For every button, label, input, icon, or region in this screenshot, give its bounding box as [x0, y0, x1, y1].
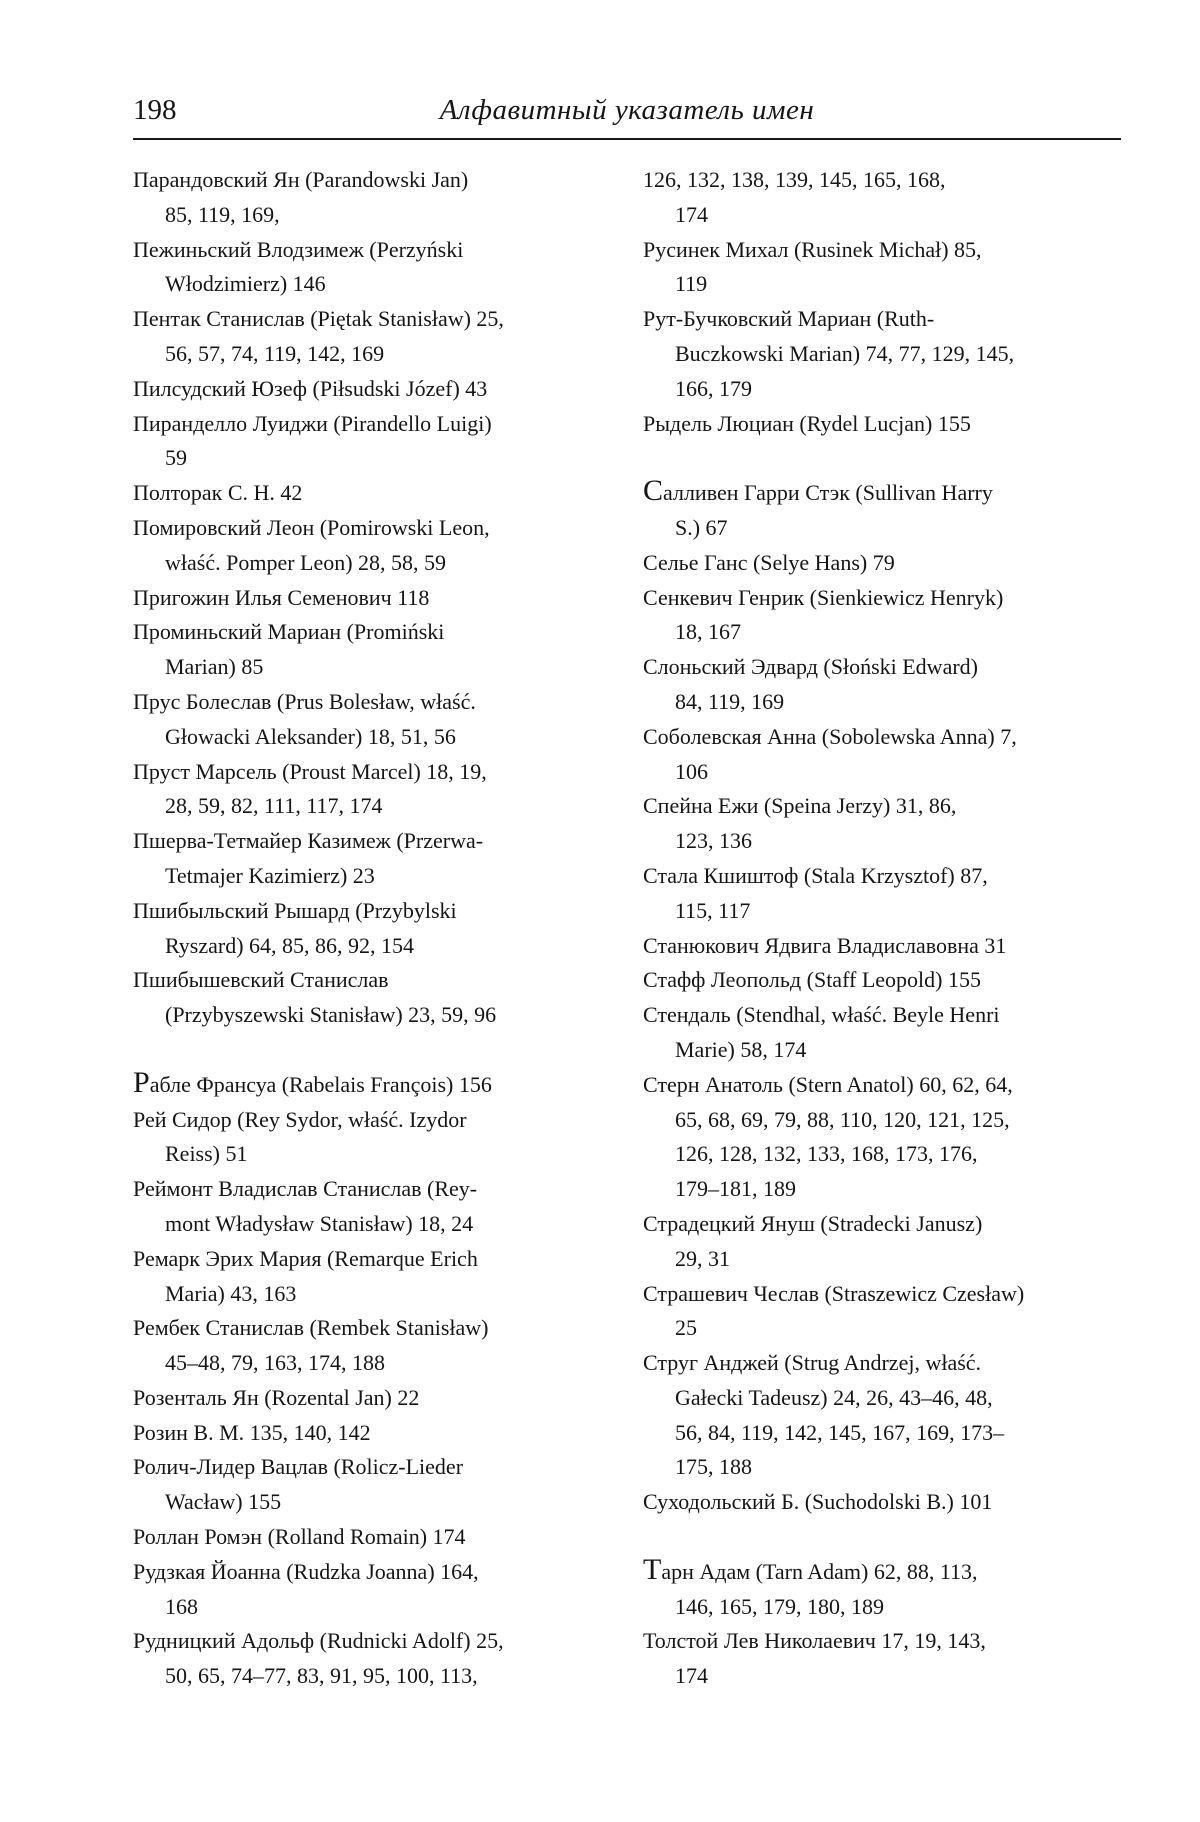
index-entry-line: 146, 165, 179, 180, 189	[675, 1593, 884, 1619]
index-entry	[643, 581, 1113, 651]
index-entry-line: 174	[675, 1663, 708, 1689]
index-entry	[133, 963, 603, 1033]
index-entry-line: 175, 188	[675, 1454, 752, 1480]
index-entry-line: Суходольский Б. (Suchodolski B.) 101	[643, 1489, 993, 1515]
index-entry-line: 126, 128, 132, 133, 168, 173, 176,	[675, 1141, 978, 1167]
index-entry	[643, 546, 1113, 581]
index-entry-line: Сенкевич Генрик (Sienkiewicz Henryk)	[643, 584, 1004, 610]
index-entry	[133, 407, 603, 477]
index-entry-line: Струг Анджей (Strug Andrzej, właść.	[643, 1350, 982, 1376]
index-entry-line: Страшевич Чеслав (Straszewicz Czesław)	[643, 1280, 1025, 1306]
index-entry-line: 168	[165, 1593, 198, 1619]
index-entry	[643, 929, 1113, 964]
index-entry-line: Пентак Станислав (Piętak Stanisław) 25,	[133, 306, 504, 332]
index-entry	[643, 1624, 1113, 1694]
index-entry	[133, 1172, 603, 1242]
index-entry-line: S.) 67	[675, 514, 728, 540]
index-entry-line: Спейна Ежи (Speina Jerzy) 31, 86,	[643, 793, 957, 819]
index-entry	[643, 859, 1113, 929]
index-entry	[643, 650, 1113, 720]
index-entry	[133, 302, 603, 372]
index-entry-line: Страдецкий Януш (Stradecki Janusz)	[643, 1210, 983, 1236]
index-entry-line: 115, 117	[675, 897, 751, 923]
letter-section-gap	[133, 1033, 603, 1068]
index-entry-line: Роллан Ромэн (Rolland Romain) 174	[133, 1524, 466, 1550]
index-entry-line: Помировский Леон (Pomirowski Leon,	[133, 514, 490, 540]
index-entry-line: Селье Ганс (Selye Hans) 79	[643, 549, 895, 575]
index-entry	[643, 1552, 1113, 1625]
index-entry	[133, 1381, 603, 1416]
index-entry-line: Пшибышевский Станислав	[133, 967, 389, 993]
index-entry-line: абле Франсуа (Rabelais François) 156	[149, 1071, 492, 1097]
index-entry-line: 56, 57, 74, 119, 142, 169	[165, 340, 385, 366]
index-entry-line: Рембек Станислав (Rembek Stanisław)	[133, 1315, 489, 1341]
index-entry	[643, 720, 1113, 790]
index-entry	[133, 685, 603, 755]
index-entry	[643, 1068, 1113, 1207]
index-entry-line: Tetmajer Kazimierz) 23	[165, 862, 375, 888]
index-entry	[133, 1416, 603, 1451]
index-entry	[643, 1207, 1113, 1277]
index-entry	[643, 163, 1113, 233]
index-entry-line: Ремарк Эрих Мария (Remarque Erich	[133, 1245, 478, 1271]
index-entry-line: Marian) 85	[165, 654, 264, 680]
index-entry-line: mont Władysław Stanisław) 18, 24	[165, 1210, 474, 1236]
index-entry	[133, 894, 603, 964]
index-entry-line: Станюкович Ядвига Владиславовна 31	[643, 932, 1007, 958]
index-entry	[643, 963, 1113, 998]
index-entry-line: Прус Болеслав (Prus Bolesław, właść.	[133, 688, 476, 714]
index-entry-line: 84, 119, 169	[675, 688, 785, 714]
index-entry-line: Пшерва-Тетмайер Казимеж (Przerwa-	[133, 828, 484, 854]
index-entry-line: Włodzimierz) 146	[165, 271, 326, 297]
index-entry	[133, 372, 603, 407]
index-entry-line: 18, 167	[675, 619, 741, 645]
index-entry	[133, 163, 603, 233]
index-entry-line: Рыдель Люциан (Rydel Lucjan) 155	[643, 410, 971, 436]
index-entry-line: Пригожин Илья Семенович 118	[133, 584, 430, 610]
index-entry-line: 166, 179	[675, 375, 752, 401]
index-entry-line: Рудницкий Адольф (Rudnicki Adolf) 25,	[133, 1628, 504, 1654]
index-entry-line: Соболевская Анна (Sobolewska Anna) 7,	[643, 723, 1017, 749]
index-entry	[133, 1103, 603, 1173]
index-entry-line: 25	[675, 1315, 697, 1341]
index-entry-line: Толстой Лев Николаевич 17, 19, 143,	[643, 1628, 986, 1654]
index-entry-line: 179–181, 189	[675, 1176, 796, 1202]
index-entry	[643, 407, 1113, 442]
header-rule	[133, 138, 1121, 140]
index-entry-line: Проминьский Мариан (Promiński	[133, 619, 445, 645]
index-entry-line: Реймонт Владислав Станислав (Rey-	[133, 1176, 478, 1202]
index-entry-line: właść. Pomper Leon) 28, 58, 59	[165, 549, 447, 575]
index-entry-line: Gałecki Tadeusz) 24, 26, 43–46, 48,	[675, 1384, 993, 1410]
index-entry	[133, 581, 603, 616]
index-entry-line: 65, 68, 69, 79, 88, 110, 120, 121, 125,	[675, 1106, 1010, 1132]
index-column-right	[643, 163, 1113, 1694]
index-entry-line: Buczkowski Marian) 74, 77, 129, 145,	[675, 340, 1015, 366]
index-entry-line: Пиранделло Луиджи (Pirandello Luigi)	[133, 410, 492, 436]
index-entry	[643, 233, 1113, 303]
index-entry-line: Пруст Марсель (Proust Marcel) 18, 19,	[133, 758, 487, 784]
index-entry-line: 56, 84, 119, 142, 145, 167, 169, 173–	[675, 1419, 1005, 1445]
index-entry	[133, 476, 603, 511]
index-entry	[643, 1485, 1113, 1520]
index-entry-line: 119	[675, 271, 708, 297]
index-entry-line: 45–48, 79, 163, 174, 188	[165, 1350, 385, 1376]
index-entry-line: Пилсудский Юзеф (Piłsudski Józef) 43	[133, 375, 488, 401]
index-entry-line: 29, 31	[675, 1245, 730, 1271]
index-entry-line: арн Адам (Tarn Adam) 62, 88, 113,	[661, 1558, 978, 1584]
index-entry-line: Русинек Михал (Rusinek Michał) 85,	[643, 236, 982, 262]
index-entry-line: Пежиньский Влодзимеж (Perzyński	[133, 236, 464, 262]
index-entry	[133, 1065, 603, 1103]
section-initial-letter: Т	[643, 1552, 662, 1586]
index-entry	[643, 476, 1113, 546]
index-entry-line: Пшибыльский Рышард (Przybylski	[133, 897, 457, 923]
index-entry	[133, 824, 603, 894]
letter-section-gap	[643, 441, 1113, 476]
index-entry-line: Marie) 58, 174	[675, 1036, 807, 1062]
index-entry-line: 174	[675, 201, 708, 227]
index-entry-line: 126, 132, 138, 139, 145, 165, 168,	[643, 167, 946, 192]
index-entry-line: Парандовский Ян (Parandowski Jan)	[133, 167, 469, 192]
index-entry-line: Głowacki Aleksander) 18, 51, 56	[165, 723, 456, 749]
index-entry	[133, 755, 603, 825]
index-entry-line: Слоньский Эдвард (Słoński Edward)	[643, 654, 978, 680]
index-entry	[133, 1624, 603, 1694]
index-entry	[643, 1346, 1113, 1485]
index-entry-line: Ryszard) 64, 85, 86, 92, 154	[165, 932, 415, 958]
index-entry-line: Стала Кшиштоф (Stala Krzysztof) 87,	[643, 862, 988, 888]
index-entry	[133, 1450, 603, 1520]
index-entry-line: 123, 136	[675, 828, 752, 854]
letter-section-gap	[643, 1520, 1113, 1555]
index-entry-line: Розин В. М. 135, 140, 142	[133, 1419, 371, 1445]
index-entry	[643, 1277, 1113, 1347]
page-header	[133, 92, 1121, 136]
index-entry-line: (Przybyszewski Stanisław) 23, 59, 96	[165, 1002, 497, 1028]
index-entry-line: Ролич-Лидер Вацлав (Rolicz-Lieder	[133, 1454, 464, 1480]
index-entry	[643, 998, 1113, 1068]
index-entry-line: Полторак С. Н. 42	[133, 480, 303, 506]
index-entry-line: Стафф Леопольд (Staff Leopold) 155	[643, 967, 981, 993]
index-entry-line: 106	[675, 758, 708, 784]
index-entry	[133, 1242, 603, 1312]
index-entry	[643, 302, 1113, 406]
index-entry-line: алливен Гарри Стэк (Sullivan Harry	[663, 480, 993, 506]
page-number: 198	[133, 94, 177, 126]
index-entry-line: Рей Сидор (Rey Sydor, właść. Izydor	[133, 1106, 467, 1132]
index-entry	[133, 1311, 603, 1381]
index-entry-line: Стендаль (Stendhal, właść. Beyle Henri	[643, 1002, 1000, 1028]
index-entry-line: Рудзкая Йоанна (Rudzka Joanna) 164,	[133, 1558, 479, 1584]
index-entry-line: Розенталь Ян (Rozental Jan) 22	[133, 1384, 420, 1410]
index-entry-line: 50, 65, 74–77, 83, 91, 95, 100, 113,	[165, 1663, 478, 1689]
index-column-left	[133, 163, 603, 1694]
index-entry-line: Maria) 43, 163	[165, 1280, 297, 1306]
index-entry-line: 85, 119, 169,	[165, 201, 280, 227]
index-entry-line: 59	[165, 445, 187, 471]
index-entry-line: Wacław) 155	[165, 1489, 282, 1515]
index-entry	[643, 789, 1113, 859]
index-entry	[133, 511, 603, 581]
running-title: Алфавитный указатель имен	[439, 94, 815, 126]
index-entry-line: 28, 59, 82, 111, 117, 174	[165, 793, 383, 819]
section-initial-letter: С	[643, 474, 664, 508]
index-entry	[133, 1555, 603, 1625]
index-entry-line: Рут-Бучковский Мариан (Ruth-	[643, 306, 935, 332]
index-entry-line: Стерн Анатоль (Stern Anatol) 60, 62, 64,	[643, 1071, 1013, 1097]
section-initial-letter: Р	[133, 1065, 150, 1099]
index-entry	[133, 615, 603, 685]
index-entry	[133, 1520, 603, 1555]
index-entry-line: Reiss) 51	[165, 1141, 248, 1167]
index-entry	[133, 233, 603, 303]
